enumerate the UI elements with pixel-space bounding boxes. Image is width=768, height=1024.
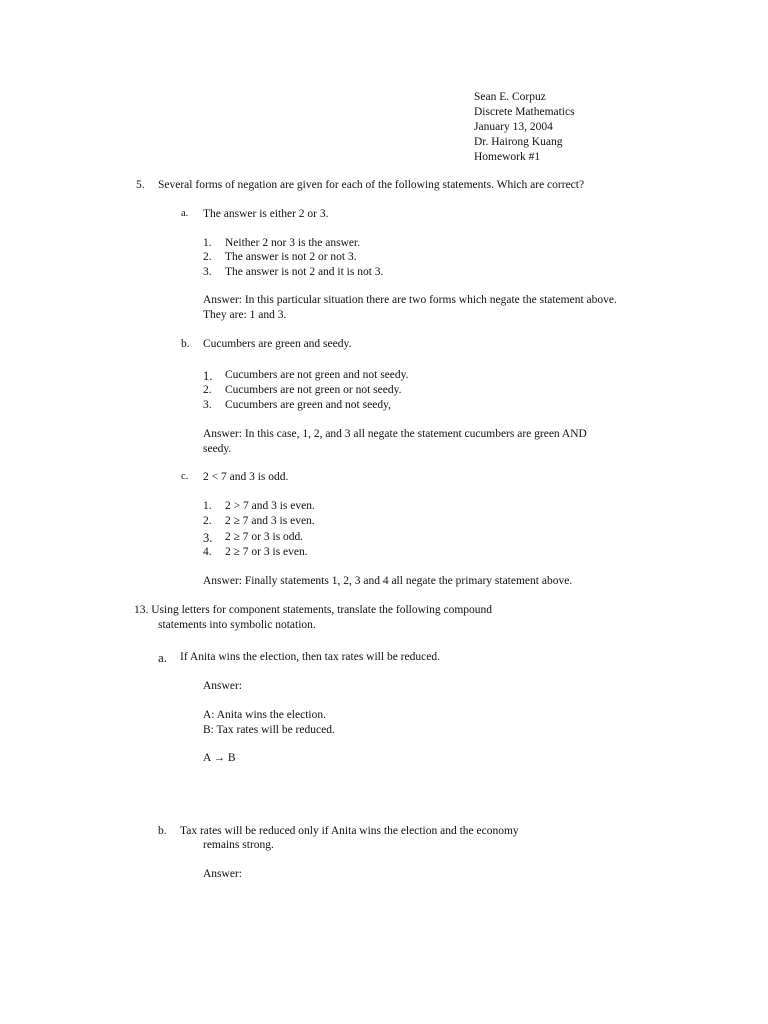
question-13-prompt-line1: 13. Using letters for component statements, translate the following compound [134,604,493,616]
part-5a-label: a. [181,208,189,219]
option-number: 2. [203,384,212,396]
option-text: Cucumbers are green and not seedy, [225,399,391,411]
part-13b-label: b. [158,825,167,837]
option-text: The answer is not 2 and it is not 3. [225,266,384,278]
part-13a-label: a. [158,650,168,665]
definition-a: A: Anita wins the election. [203,709,326,721]
answer-5b-line1: Answer: In this case, 1, 2, and 3 all negate the statement cucumbers are green AND [203,428,587,440]
option-number: 1. [203,237,212,249]
part-5c-statement: 2 < 7 and 3 is odd. [203,471,289,483]
symbolic-answer-13a: A → B [203,752,236,764]
question-5-prompt: Several forms of negation are given for each of the following statements. Which are correct? [158,179,585,191]
answer-5a-line1: Answer: In this particular situation there are two forms which negate the statement above. [203,294,617,306]
author-name: Sean E. Corpuz [474,91,546,103]
course-name: Discrete Mathematics [474,106,575,118]
option-number: 1. [203,369,213,383]
answer-5c-line1: Answer: Finally statements 1, 2, 3 and 4 all negate the primary statement above. [203,575,573,587]
option-number: 3. [203,531,213,545]
option-text: 2 ≥ 7 and 3 is even. [225,515,315,527]
option-text: Cucumbers are not green or not seedy. [225,384,402,396]
option-text: 2 > 7 and 3 is even. [225,500,315,512]
part-13b-statement-line2: remains strong. [203,839,274,851]
answer-13a-label: Answer: [203,680,242,692]
part-13b-statement-line1: Tax rates will be reduced only if Anita wins the election and the economy [180,825,519,837]
option-number: 4. [203,546,212,558]
part-13a-statement: If Anita wins the election, then tax rates will be reduced. [180,651,440,663]
answer-5a-line2: They are: 1 and 3. [203,309,287,321]
part-5a-statement: The answer is either 2 or 3. [203,208,329,220]
option-number: 2. [203,515,212,527]
document-date: January 13, 2004 [474,121,553,133]
instructor-name: Dr. Hairong Kuang [474,136,563,148]
part-5b-statement: Cucumbers are green and seedy. [203,338,352,350]
answer-5b-line2: seedy. [203,443,232,455]
part-5c-label: c. [181,471,189,482]
option-text: Neither 2 nor 3 is the answer. [225,237,361,249]
question-13-prompt-line2: statements into symbolic notation. [158,619,316,631]
option-number: 3. [203,266,212,278]
definition-b: B: Tax rates will be reduced. [203,724,335,736]
option-number: 2. [203,251,212,263]
answer-13b-label: Answer: [203,868,242,880]
assignment-title: Homework #1 [474,151,541,163]
option-number: 3. [203,399,212,411]
option-text: Cucumbers are not green and not seedy. [225,369,409,381]
option-text: The answer is not 2 or not 3. [225,251,357,263]
option-number: 1. [203,500,212,512]
question-5-number: 5. [136,179,145,191]
part-5b-label: b. [181,338,190,350]
option-text: 2 ≥ 7 or 3 is odd. [225,531,304,543]
option-text: 2 ≥ 7 or 3 is even. [225,546,308,558]
